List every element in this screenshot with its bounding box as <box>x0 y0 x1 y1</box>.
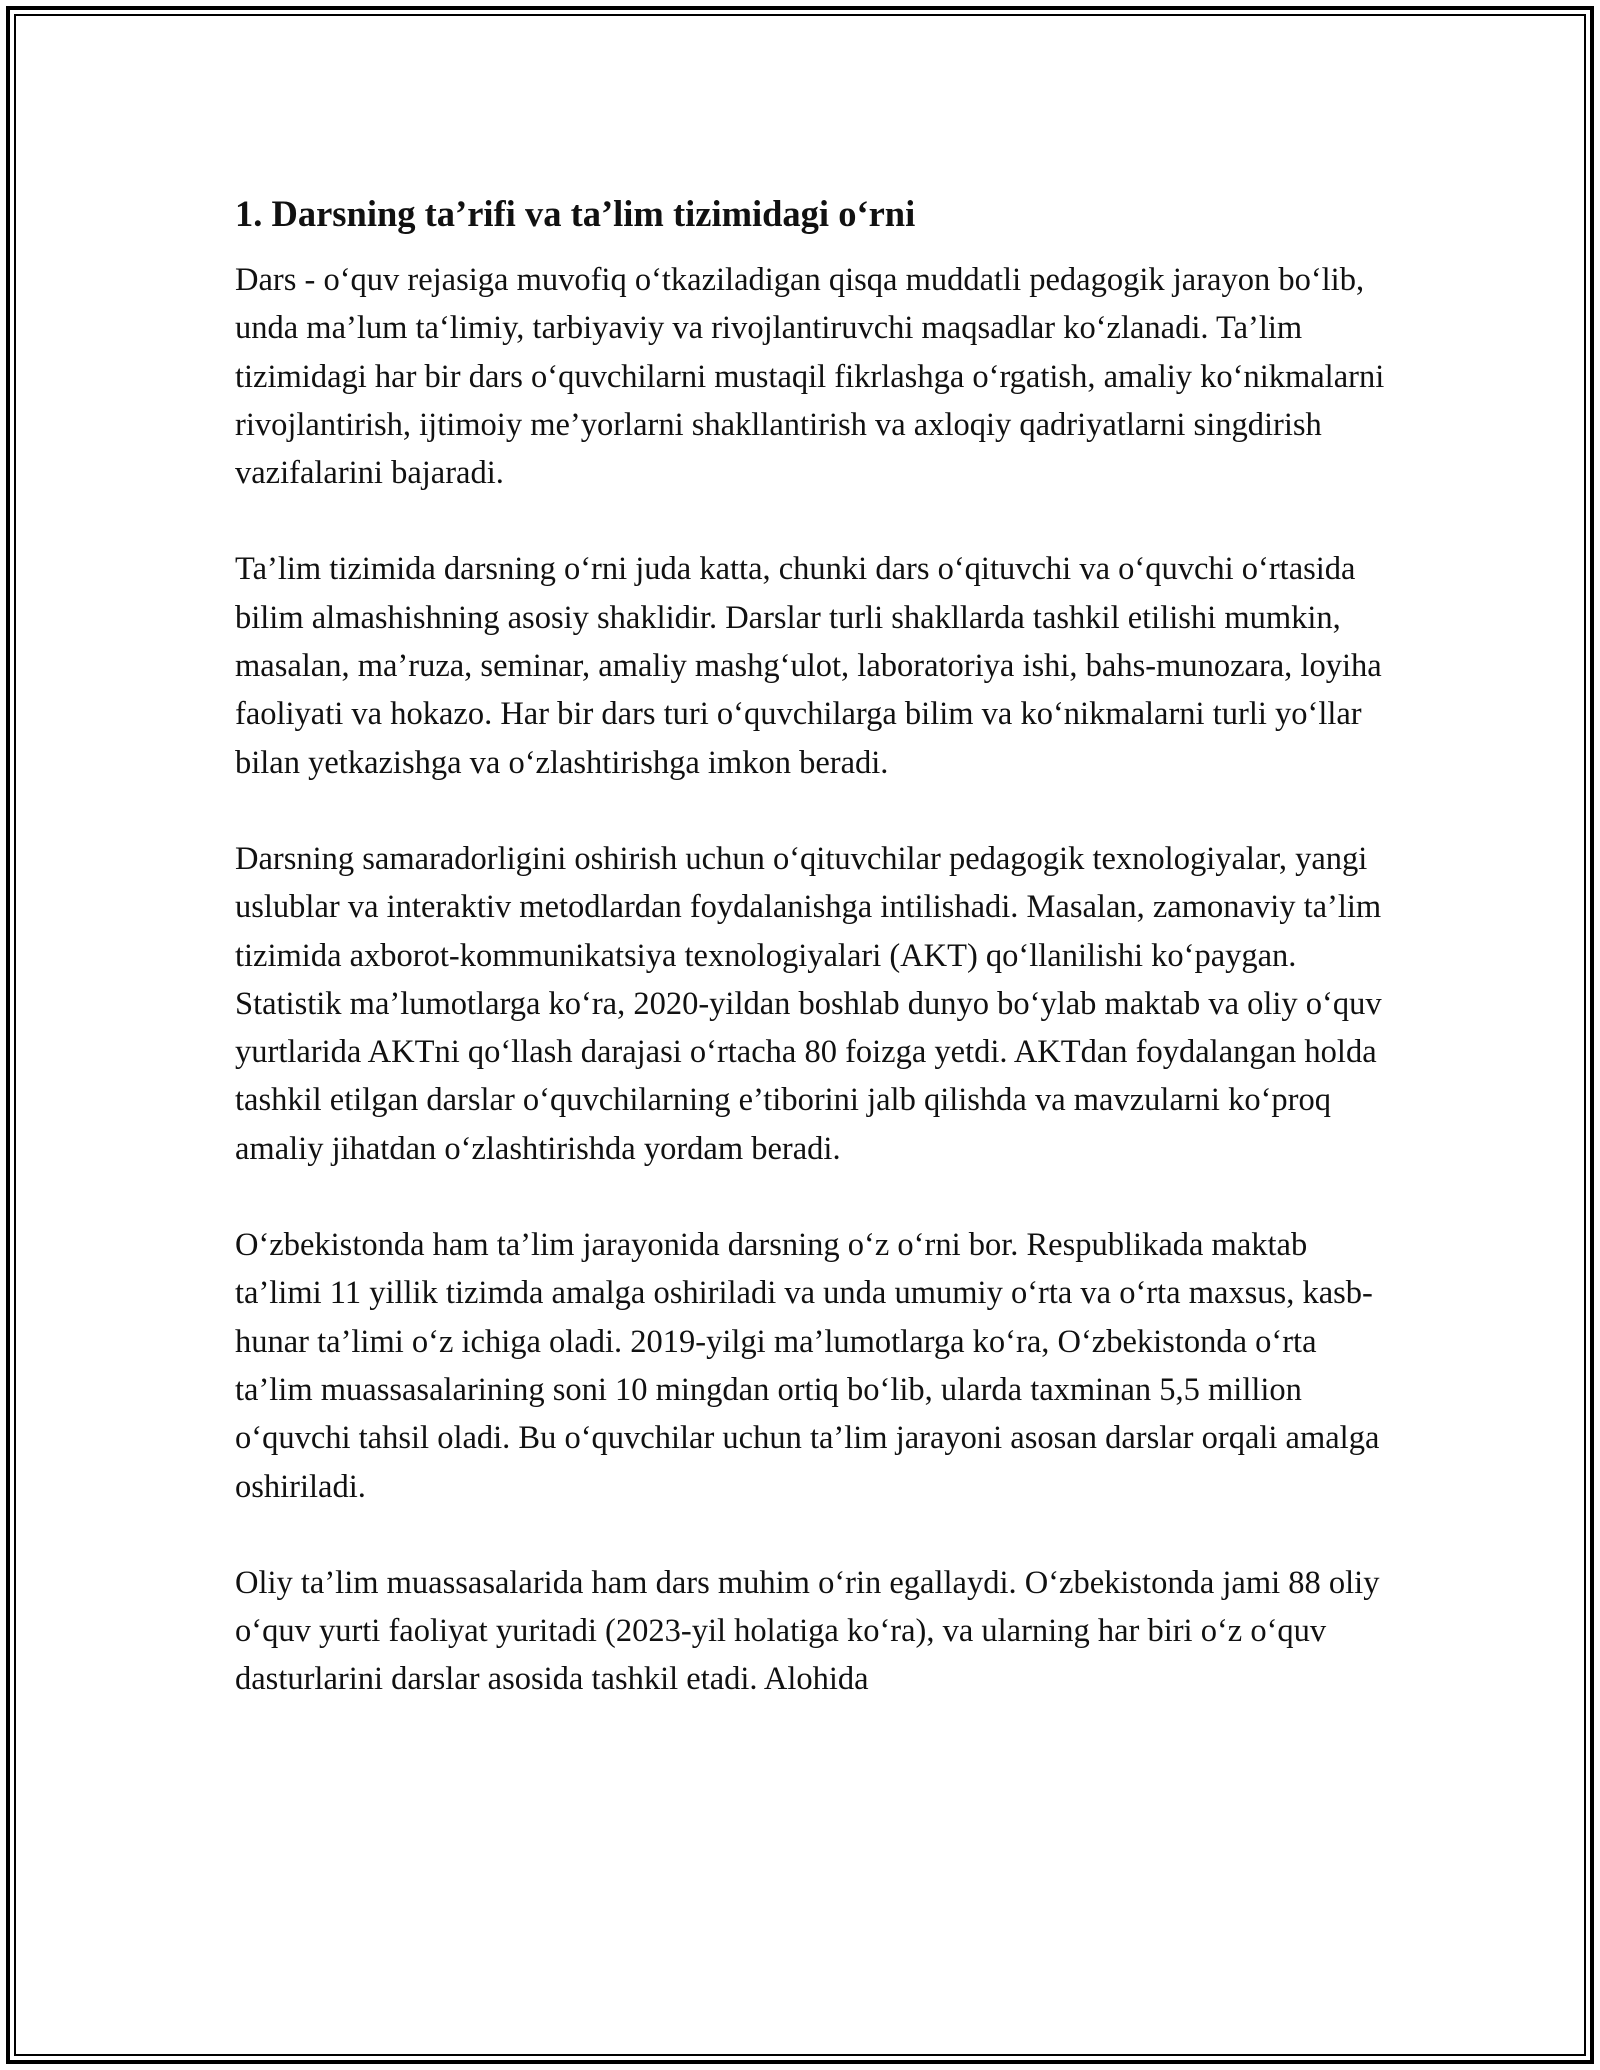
paragraph-definition: Dars - o‘quv rejasiga muvofiq o‘tkaziladigan qisqa muddatli pedagogik jarayon bo‘lib, unda ma’lum ta‘limiy, tarbiyaviy va rivojlantiruvchi maqsadlar ko‘zlanadi. Ta’lim tizimidagi har bir dars o‘quvchilarni mustaqil fikrlashga o‘rgatish, amaliy ko‘nikmalarni rivojlantirish, ijtimoiy me’yorlarni shakllantirish va axloqiy qadriyatlarni singdirish vazifalarini bajaradi. <box>235 262 1385 492</box>
document-body <box>235 188 1385 1704</box>
section-heading: 1. Darsning ta’rifi va ta’lim tizimidagi o‘rni <box>235 193 916 234</box>
paragraph-efficiency: Darsning samaradorligini oshirish uchun o‘qituvchilar pedagogik texnologiyalar, yangi uslublar va interaktiv metodlardan foydalanishga intilishadi. Masalan, zamonaviy ta’lim tizimida axborot-kommunikatsiya texnologiyalari (AKT) qo‘llanilishi ko‘paygan. Statistik ma’lumotlarga ko‘ra, 2020-yildan boshlab dunyo bo‘ylab maktab va oliy o‘quv yurtlarida AKTni qo‘llash darajasi o‘rtacha 80 foizga yetdi. AKTdan foydalangan holda tashkil etilgan darslar o‘quvchilarning e’tiborini jalb qilishda va mavzularni ko‘proq amaliy jihatdan o‘zlashtirishda yordam beradi. <box>235 840 1382 1167</box>
paragraph-higher-education: Oliy ta’lim muassasalarida ham dars muhim o‘rin egallaydi. O‘zbekistonda jami 88 oliy o‘quv yurti faoliyat yuritadi (2023-yil holatiga ko‘ra), va ularning har biri o‘z o‘quv dasturlarini darslar asosida tashkil etadi. Alohida <box>235 1564 1380 1698</box>
paragraph-uzbekistan-schools: O‘zbekistonda ham ta’lim jarayonida darsning o‘z o‘rni bor. Respublikada maktab ta’limi 11 yillik tizimda amalga oshiriladi va unda umumiy o‘rta va o‘rta maxsus, kasb-hunar ta’limi o‘z ichiga oladi. 2019-yilgi ma’lumotlarga ko‘ra, O‘zbekistonda o‘rta ta’lim muassasalarining soni 10 mingdan ortiq bo‘lib, ularda taxminan 5,5 million o‘quvchi tahsil oladi. Bu o‘quvchilar uchun ta’lim jarayoni asosan darslar orqali amalga oshiriladi. <box>235 1227 1380 1505</box>
paragraph-role: Ta’lim tizimida darsning o‘rni juda katta, chunki dars o‘qituvchi va o‘quvchi o‘rtasida bilim almashishning asosiy shaklidir. Darslar turli shakllarda tashkil etilishi mumkin, masalan, ma’ruza, seminar, amaliy mashg‘ulot, laboratoriya ishi, bahs-munozara, loyiha faoliyati va hokazo. Har bir dars turi o‘quvchilarga bilim va ko‘nikmalarni turli yo‘llar bilan yetkazishga va o‘zlashtirishga imkon beradi. <box>235 551 1382 781</box>
